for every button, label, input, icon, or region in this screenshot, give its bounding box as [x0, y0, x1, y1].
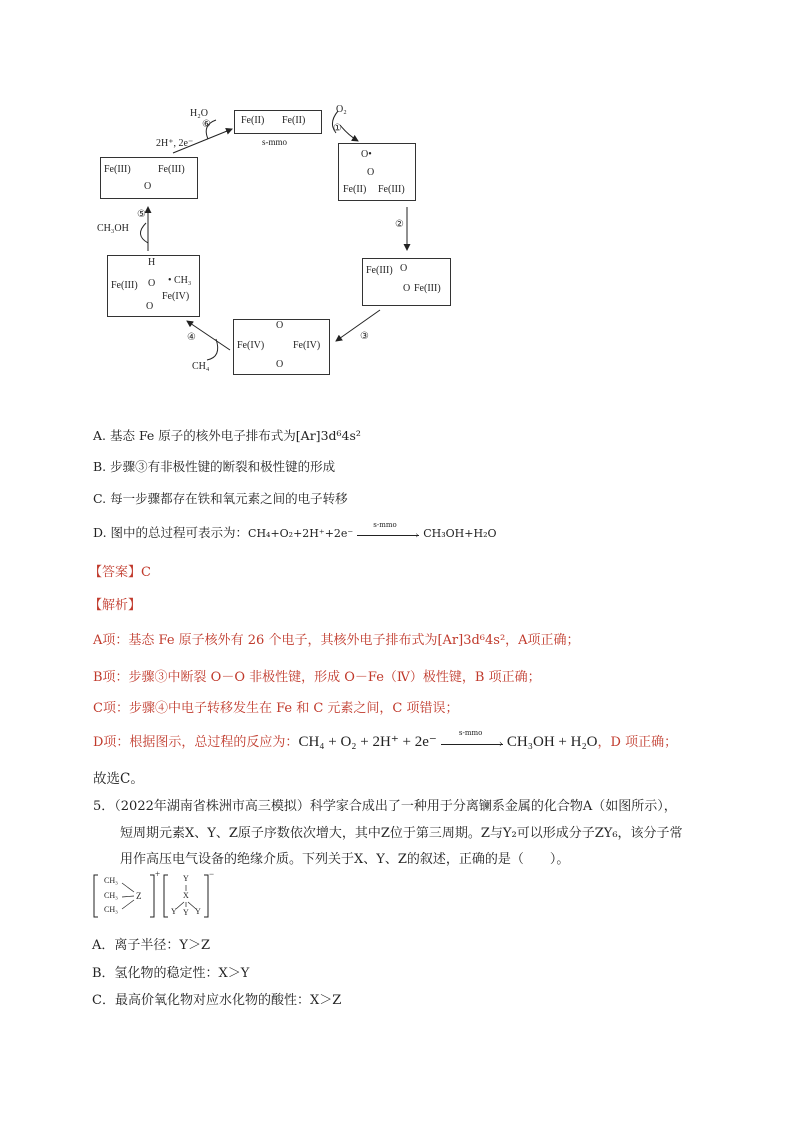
option-a: A. 基态 Fe 原子的核外电子排布式为[Ar]3d⁶4s² [93, 428, 361, 443]
question5-line1: 5．（2022年湖南省株洲市高三模拟）科学家合成出了一种用于分离镧系金属的化合物A（如图所示）， [93, 799, 677, 814]
question5-option-b: B．氢化物的稳定性：X＞Y [92, 966, 250, 981]
step2-marker: ② [395, 219, 404, 230]
option-d-right: CH₃OH+H₂O [423, 527, 497, 540]
option-d-arrow-label: s-mmo [373, 520, 397, 529]
answer-label: 【答案】C [89, 565, 151, 580]
box4-h: H [148, 257, 156, 268]
option-d-left: CH₄+O₂+2H⁺+2e⁻ [248, 527, 354, 540]
ch4-label: CH₄ [192, 361, 210, 372]
analysis-d-prefix: D项：根据图示，总过程的反应为： [93, 735, 299, 750]
box5-fe-right: Fe(III) [158, 164, 185, 175]
option-b: B. 步骤③有非极性键的断裂和极性键的形成 [93, 459, 336, 474]
analysis-d-right: CH₃OH + H₂O [506, 734, 598, 750]
analysis-d-arrow-label: s-mmo [458, 728, 483, 737]
struct-y-mid: Y [183, 908, 189, 917]
box3-o-top: O [276, 320, 284, 331]
step5-marker: ⑤ [137, 209, 146, 220]
smmo-caption: s-mmo [262, 137, 288, 147]
analysis-c: C项：步骤④中电子转移发生在 Fe 和 C 元素之间，C 项错误； [93, 701, 459, 716]
h2o-label: H₂O [190, 108, 208, 119]
box5-fe-left: Fe(III) [104, 164, 131, 175]
analysis-d-arrow: s-mmo › [441, 736, 507, 750]
step6-marker: ⑥ [202, 119, 211, 130]
analysis-label: 【解析】 [89, 598, 142, 613]
box3-fe-right: Fe(IV) [293, 340, 321, 351]
option-d-arrow: s-mmo › [357, 528, 423, 540]
analysis-d [93, 728, 678, 751]
box3-o-bottom: O [276, 359, 284, 370]
struct-y-right: Y [195, 907, 201, 916]
question5-option-c: C．最高价氧化物对应水化物的酸性：X＞Z [92, 993, 342, 1008]
question5-line3: 用作高压电气设备的绝缘介质。下列关于X、Y、Z的叙述，正确的是（ ）。 [120, 852, 570, 867]
compound-a-structure [92, 871, 217, 921]
struct-y-left: Y [171, 907, 177, 916]
question5-option-a: A．离子半径：Y＞Z [92, 938, 211, 953]
question5-line2: 短周期元素X、Y、Z原子序数依次增大，其中Z位于第三周期。Z与Y₂可以形成分子ZY₆，该分子常 [120, 826, 683, 841]
box4-o2: O [146, 301, 154, 312]
box1-fe-right: Fe(III) [378, 184, 405, 195]
h-e-label: 2H⁺, 2e⁻ [156, 138, 194, 149]
box2-fe-right: Fe(III) [414, 283, 441, 294]
box2-o2: O [403, 283, 411, 294]
struct-ch3-3: CH₃ [104, 905, 118, 914]
ch3oh-label: CH₃OH [97, 223, 129, 234]
analysis-b: B项：步骤③中断裂 O－O 非极性键，形成 O－Fe（Ⅳ）极性键，B 项正确； [93, 670, 541, 685]
analysis-d-suffix: ，D 项正确； [597, 735, 678, 750]
top-fe-left: Fe(II) [241, 115, 265, 126]
conclusion: 故选C。 [93, 771, 144, 787]
struct-z: Z [136, 891, 142, 901]
top-fe-right: Fe(II) [282, 115, 306, 126]
struct-plus: + [155, 869, 161, 879]
struct-ch3-2: CH₃ [104, 891, 118, 900]
option-d-prefix: D. 图中的总过程可表示为： [93, 525, 249, 540]
box3-fe-left: Fe(IV) [237, 340, 265, 351]
o2-label: O₂ [336, 104, 347, 115]
struct-ch3-1: CH₃ [104, 876, 118, 885]
box1-o: O [367, 167, 375, 178]
box2-o1: O [400, 263, 408, 274]
box1-fe-left: Fe(II) [343, 184, 367, 195]
analysis-d-left: CH₄ + O₂ + 2H⁺ + 2e⁻ [298, 734, 437, 750]
box5-o: O [144, 181, 152, 192]
step1-marker: ① [333, 123, 342, 134]
box4-ch3: • CH₃ [168, 275, 192, 286]
struct-minus: − [209, 869, 215, 879]
box1-o-radical: O• [361, 149, 372, 160]
box4-o: O [148, 278, 156, 289]
box2-fe-left: Fe(III) [366, 265, 393, 276]
struct-y-top: Y [183, 874, 189, 883]
step4-marker: ④ [187, 332, 196, 343]
reaction-cycle-diagram [90, 95, 470, 385]
struct-x: X [183, 891, 189, 900]
option-d [93, 520, 497, 541]
box4-fe-right: Fe(IV) [162, 291, 190, 302]
analysis-a: A项：基态 Fe 原子核外有 26 个电子，其核外电子排布式为[Ar]3d⁶4s²，A项正确； [93, 633, 580, 648]
option-c: C. 每一步骤都存在铁和氧元素之间的电子转移 [93, 491, 348, 506]
box4-fe-left: Fe(III) [111, 280, 138, 291]
step3-marker: ③ [360, 331, 369, 342]
